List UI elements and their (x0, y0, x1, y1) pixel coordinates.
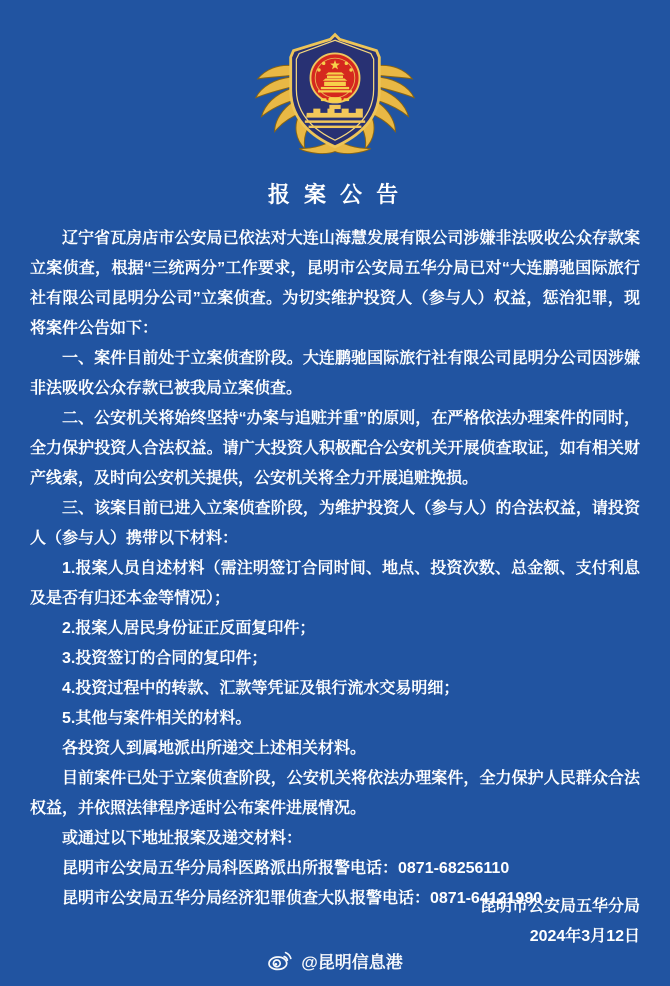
signature-date: 2024年3月12日 (529, 928, 640, 945)
announcement-body (30, 224, 640, 914)
paragraph-address-note: 或通过以下地址报案及递交材料： (62, 830, 303, 847)
paragraph-item-2: 二、公安机关将始终坚持“办案与追赃并重”的原则，在严格依法办理案件的同时，全力保护投资人合法权益。请广大投资人积极配合公安机关开展侦查取证，如有相关财产线索，及时向公安机关提供，公安机关将全力开展追赃挽损。 (30, 410, 640, 487)
phone-line-2: 昆明市公安局五华分局经济犯罪侦查大队报警电话：0871-64121990 (62, 890, 543, 907)
phone-line-1: 昆明市公安局五华分局科医路派出所报警电话：0871-68256110 (62, 860, 510, 877)
watermark-text: @昆明信息港 (301, 953, 403, 972)
paragraph-intro: 辽宁省瓦房店市公安局已依法对大连山海慧发展有限公司涉嫌非法吸收公众存款案立案侦查，根据“三统两分”工作要求，昆明市公安局五华分局已对“大连鹏驰国际旅行社有限公司昆明分公司”立案侦查。为切实维护投资人（参与人）权益，惩治犯罪，现将案件公告如下： (30, 230, 640, 337)
paragraph-progress-note: 目前案件已处于立案侦查阶段，公安机关将依法办理案件，全力保护人民群众合法权益，并依照法律程序适时公布案件进展情况。 (30, 770, 640, 817)
weibo-icon (267, 950, 293, 972)
material-item-1: 1.报案人员自述材料（需注明签订合同时间、地点、投资次数、总金额、支付利息及是否有归还本金等情况）； (30, 560, 640, 607)
signature-agency: 昆明市公安局五华分局 (479, 898, 640, 915)
material-item-2: 2.报案人居民身份证正反面复印件； (62, 620, 316, 637)
watermark (0, 948, 670, 973)
material-item-4: 4.投资过程中的转款、汇款等凭证及银行流水交易明细； (62, 680, 460, 697)
police-badge-icon (250, 28, 420, 160)
page-title: 报 案 公 告 (267, 182, 403, 207)
signature-block (480, 892, 640, 952)
paragraph-item-3: 三、该案目前已进入立案侦查阶段，为维护投资人（参与人）的合法权益，请投资人（参与人）携带以下材料： (30, 500, 640, 547)
paragraph-submit-note: 各投资人到属地派出所递交上述相关材料。 (62, 740, 367, 757)
paragraph-item-1: 一、案件目前处于立案侦查阶段。大连鹏驰国际旅行社有限公司昆明分公司因涉嫌非法吸收公众存款已被我局立案侦查。 (30, 350, 640, 397)
emblem-container (0, 0, 670, 160)
material-item-3: 3.投资签订的合同的复印件； (62, 650, 268, 667)
material-item-5: 5.其他与案件相关的材料。 (62, 710, 252, 727)
